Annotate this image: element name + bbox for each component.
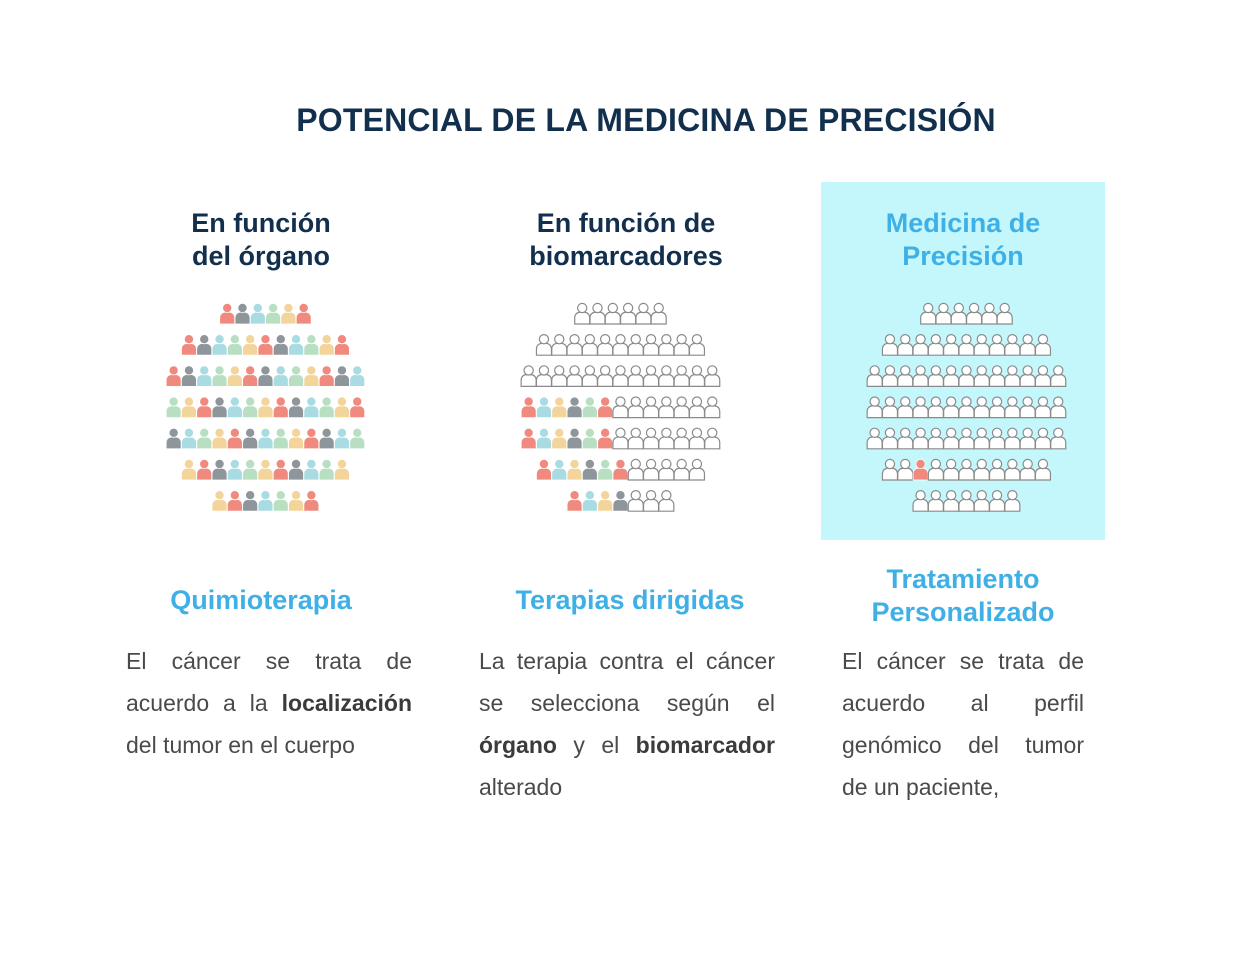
person-icon: [628, 335, 643, 356]
person-icon: [304, 459, 319, 480]
person-icon: [1005, 366, 1020, 387]
person-icon: [867, 428, 882, 449]
crowd-organ: [162, 300, 369, 522]
person-icon: [644, 459, 659, 480]
person-icon: [1051, 366, 1066, 387]
person-icon: [289, 428, 304, 449]
therapy-line: Quimioterapia: [170, 585, 352, 615]
person-icon: [319, 335, 334, 356]
person-icon: [990, 335, 1005, 356]
person-icon: [936, 303, 951, 324]
text-fragment: se selecciona según el: [479, 690, 775, 716]
person-icon: [197, 428, 212, 449]
person-icon: [266, 303, 281, 324]
text-fragment: El cáncer se trata de: [842, 648, 1084, 674]
person-icon: [913, 459, 928, 480]
person-icon: [613, 335, 628, 356]
person-icon: [1035, 459, 1050, 480]
person-icon: [1035, 366, 1050, 387]
therapy-label-personalized: [836, 563, 1090, 629]
person-icon: [674, 428, 689, 449]
person-icon: [1005, 459, 1020, 480]
person-icon: [319, 397, 334, 418]
person-icon: [628, 491, 643, 512]
person-icon: [181, 335, 196, 356]
person-icon: [628, 397, 643, 418]
person-icon: [334, 397, 349, 418]
person-icon: [243, 459, 258, 480]
person-icon: [613, 459, 628, 480]
person-icon: [181, 397, 196, 418]
therapy-line: Terapias dirigidas: [515, 585, 745, 615]
person-icon: [350, 366, 365, 387]
heading-line: Medicina de: [885, 208, 1041, 238]
person-icon: [567, 397, 582, 418]
person-icon: [1005, 397, 1020, 418]
person-icon: [1020, 428, 1035, 449]
person-icon: [867, 397, 882, 418]
person-icon: [990, 366, 1005, 387]
heading-line: En función: [191, 208, 331, 238]
person-icon: [212, 366, 227, 387]
description-precision: [842, 640, 1084, 808]
person-icon: [521, 366, 536, 387]
person-icon: [1005, 428, 1020, 449]
person-icon: [250, 303, 265, 324]
person-icon: [1005, 335, 1020, 356]
person-icon: [582, 428, 597, 449]
person-icon: [281, 303, 296, 324]
person-icon: [334, 366, 349, 387]
person-icon: [319, 428, 334, 449]
heading-line: Precisión: [902, 241, 1024, 271]
person-icon: [921, 303, 936, 324]
person-icon: [181, 366, 196, 387]
person-icon: [598, 397, 613, 418]
person-icon: [567, 335, 582, 356]
person-icon: [289, 335, 304, 356]
person-icon: [944, 397, 959, 418]
person-icon: [590, 303, 605, 324]
person-icon: [898, 397, 913, 418]
person-icon: [304, 491, 319, 512]
person-icon: [689, 397, 704, 418]
description-line: [842, 682, 1084, 724]
heading-line: biomarcadores: [529, 241, 723, 271]
person-icon: [212, 459, 227, 480]
person-icon: [967, 303, 982, 324]
person-icon: [882, 459, 897, 480]
person-icon: [1005, 491, 1020, 512]
person-icon: [212, 428, 227, 449]
person-icon: [644, 428, 659, 449]
person-icon: [651, 303, 666, 324]
description-organ: [126, 640, 412, 766]
person-icon: [944, 459, 959, 480]
person-icon: [536, 335, 551, 356]
person-icon: [959, 428, 974, 449]
person-icon: [997, 303, 1012, 324]
person-icon: [674, 459, 689, 480]
person-icon: [1035, 397, 1050, 418]
description-line: [126, 682, 412, 724]
person-icon: [659, 397, 674, 418]
person-icon: [212, 397, 227, 418]
person-icon: [304, 335, 319, 356]
person-icon: [536, 366, 551, 387]
person-icon: [613, 428, 628, 449]
text-fragment: acuerdo a la: [126, 690, 282, 716]
person-icon: [258, 335, 273, 356]
person-icon: [350, 428, 365, 449]
person-icon: [334, 335, 349, 356]
person-icon: [990, 428, 1005, 449]
person-icon: [974, 459, 989, 480]
text-fragment: de un paciente,: [842, 774, 1000, 800]
person-icon: [227, 491, 242, 512]
crowd-svg: [863, 300, 1070, 522]
person-icon: [273, 397, 288, 418]
therapy-line: Personalizado: [871, 597, 1055, 627]
person-icon: [197, 397, 212, 418]
person-icon: [928, 397, 943, 418]
person-icon: [882, 397, 897, 418]
person-icon: [1035, 335, 1050, 356]
person-icon: [567, 491, 582, 512]
person-icon: [289, 366, 304, 387]
person-icon: [598, 366, 613, 387]
person-icon: [258, 459, 273, 480]
person-icon: [319, 366, 334, 387]
person-icon: [913, 366, 928, 387]
person-icon: [974, 366, 989, 387]
person-icon: [689, 335, 704, 356]
person-icon: [197, 335, 212, 356]
person-icon: [613, 366, 628, 387]
person-icon: [944, 491, 959, 512]
person-icon: [982, 303, 997, 324]
person-icon: [243, 335, 258, 356]
crowd-precision: [863, 300, 1070, 522]
person-icon: [636, 303, 651, 324]
person-icon: [552, 459, 567, 480]
description-line: [479, 724, 775, 766]
person-icon: [181, 459, 196, 480]
person-icon: [166, 397, 181, 418]
description-line: [842, 724, 1084, 766]
person-icon: [959, 459, 974, 480]
person-icon: [898, 428, 913, 449]
emphasis-text: localización: [281, 690, 412, 716]
person-icon: [273, 366, 288, 387]
person-icon: [1020, 335, 1035, 356]
column-heading-precision: [846, 207, 1080, 273]
person-icon: [243, 428, 258, 449]
person-icon: [227, 397, 242, 418]
person-icon: [521, 397, 536, 418]
person-icon: [1051, 397, 1066, 418]
person-icon: [258, 397, 273, 418]
person-icon: [705, 397, 720, 418]
person-icon: [913, 491, 928, 512]
person-icon: [689, 366, 704, 387]
person-icon: [959, 335, 974, 356]
person-icon: [289, 491, 304, 512]
person-icon: [613, 397, 628, 418]
person-icon: [166, 366, 181, 387]
person-icon: [273, 491, 288, 512]
person-icon: [243, 397, 258, 418]
person-icon: [674, 335, 689, 356]
person-icon: [882, 335, 897, 356]
person-icon: [166, 428, 181, 449]
person-icon: [582, 491, 597, 512]
therapy-label-chemo: [130, 584, 392, 617]
person-icon: [258, 491, 273, 512]
person-icon: [536, 397, 551, 418]
person-icon: [913, 428, 928, 449]
person-icon: [659, 459, 674, 480]
person-icon: [628, 366, 643, 387]
person-icon: [227, 335, 242, 356]
person-icon: [552, 335, 567, 356]
person-icon: [605, 303, 620, 324]
person-icon: [227, 366, 242, 387]
text-fragment: y el: [556, 732, 636, 758]
column-heading-organ: [160, 207, 362, 273]
person-icon: [990, 397, 1005, 418]
person-icon: [990, 459, 1005, 480]
person-icon: [220, 303, 235, 324]
person-icon: [582, 397, 597, 418]
person-icon: [705, 366, 720, 387]
person-icon: [867, 366, 882, 387]
person-icon: [258, 366, 273, 387]
person-icon: [674, 366, 689, 387]
person-icon: [598, 428, 613, 449]
person-icon: [959, 491, 974, 512]
person-icon: [613, 491, 628, 512]
person-icon: [552, 428, 567, 449]
person-icon: [334, 428, 349, 449]
text-fragment: La terapia contra el cáncer: [479, 648, 775, 674]
person-icon: [552, 366, 567, 387]
person-icon: [567, 366, 582, 387]
person-icon: [928, 491, 943, 512]
person-icon: [928, 335, 943, 356]
person-icon: [944, 366, 959, 387]
person-icon: [898, 459, 913, 480]
person-icon: [1020, 366, 1035, 387]
description-line: [479, 682, 775, 724]
person-icon: [181, 428, 196, 449]
description-line: [479, 766, 775, 808]
text-fragment: genómico del tumor: [842, 732, 1084, 758]
person-icon: [227, 428, 242, 449]
person-icon: [705, 428, 720, 449]
person-icon: [296, 303, 311, 324]
person-icon: [1051, 428, 1066, 449]
heading-line: del órgano: [191, 241, 330, 271]
person-icon: [273, 428, 288, 449]
person-icon: [974, 491, 989, 512]
person-icon: [227, 459, 242, 480]
person-icon: [350, 397, 365, 418]
person-icon: [882, 428, 897, 449]
person-icon: [644, 335, 659, 356]
person-icon: [197, 366, 212, 387]
person-icon: [628, 459, 643, 480]
person-icon: [243, 366, 258, 387]
description-biomarkers: [479, 640, 775, 808]
therapy-line: Tratamiento: [886, 564, 1040, 594]
emphasis-text: biomarcador: [635, 732, 775, 758]
person-icon: [913, 397, 928, 418]
person-icon: [689, 459, 704, 480]
person-icon: [944, 428, 959, 449]
person-icon: [974, 397, 989, 418]
person-icon: [990, 491, 1005, 512]
person-icon: [659, 335, 674, 356]
person-icon: [674, 397, 689, 418]
column-heading-biomarkers: [509, 207, 743, 273]
person-icon: [974, 428, 989, 449]
person-icon: [644, 397, 659, 418]
person-icon: [621, 303, 636, 324]
description-line: [842, 766, 1084, 808]
person-icon: [628, 428, 643, 449]
person-icon: [944, 335, 959, 356]
person-icon: [974, 335, 989, 356]
person-icon: [567, 428, 582, 449]
person-icon: [212, 491, 227, 512]
person-icon: [1020, 459, 1035, 480]
crowd-svg: [517, 300, 724, 522]
person-icon: [575, 303, 590, 324]
page-title: POTENCIAL DE LA MEDICINA DE PRECISIÓN: [296, 102, 996, 138]
person-icon: [1035, 428, 1050, 449]
person-icon: [319, 459, 334, 480]
text-fragment: alterado: [479, 774, 563, 800]
person-icon: [959, 397, 974, 418]
person-icon: [598, 335, 613, 356]
person-icon: [882, 366, 897, 387]
person-icon: [536, 428, 551, 449]
person-icon: [304, 428, 319, 449]
person-icon: [235, 303, 250, 324]
person-icon: [898, 366, 913, 387]
person-icon: [536, 459, 551, 480]
person-icon: [552, 397, 567, 418]
text-fragment: El cáncer se trata de: [126, 648, 412, 674]
person-icon: [197, 459, 212, 480]
person-icon: [959, 366, 974, 387]
person-icon: [243, 491, 258, 512]
person-icon: [258, 428, 273, 449]
person-icon: [582, 459, 597, 480]
person-icon: [304, 366, 319, 387]
text-fragment: del tumor en el cuerpo: [126, 732, 355, 758]
person-icon: [598, 491, 613, 512]
person-icon: [913, 335, 928, 356]
description-line: [842, 640, 1084, 682]
person-icon: [644, 366, 659, 387]
person-icon: [567, 459, 582, 480]
person-icon: [212, 335, 227, 356]
person-icon: [273, 459, 288, 480]
person-icon: [289, 459, 304, 480]
person-icon: [1020, 397, 1035, 418]
crowd-biomarkers: [517, 300, 724, 522]
person-icon: [659, 428, 674, 449]
person-icon: [644, 491, 659, 512]
crowd-svg: [162, 300, 369, 522]
person-icon: [582, 335, 597, 356]
person-icon: [689, 428, 704, 449]
therapy-label-targeted: [493, 584, 767, 617]
heading-line: En función de: [536, 208, 716, 238]
person-icon: [659, 491, 674, 512]
person-icon: [928, 459, 943, 480]
description-line: [479, 640, 775, 682]
person-icon: [334, 459, 349, 480]
person-icon: [928, 428, 943, 449]
person-icon: [659, 366, 674, 387]
person-icon: [289, 397, 304, 418]
text-fragment: acuerdo al perfil: [842, 690, 1084, 716]
person-icon: [582, 366, 597, 387]
person-icon: [951, 303, 966, 324]
person-icon: [928, 366, 943, 387]
person-icon: [521, 428, 536, 449]
person-icon: [598, 459, 613, 480]
description-line: [126, 640, 412, 682]
emphasis-text: órgano: [479, 732, 557, 758]
person-icon: [898, 335, 913, 356]
person-icon: [304, 397, 319, 418]
person-icon: [273, 335, 288, 356]
description-line: [126, 724, 412, 766]
